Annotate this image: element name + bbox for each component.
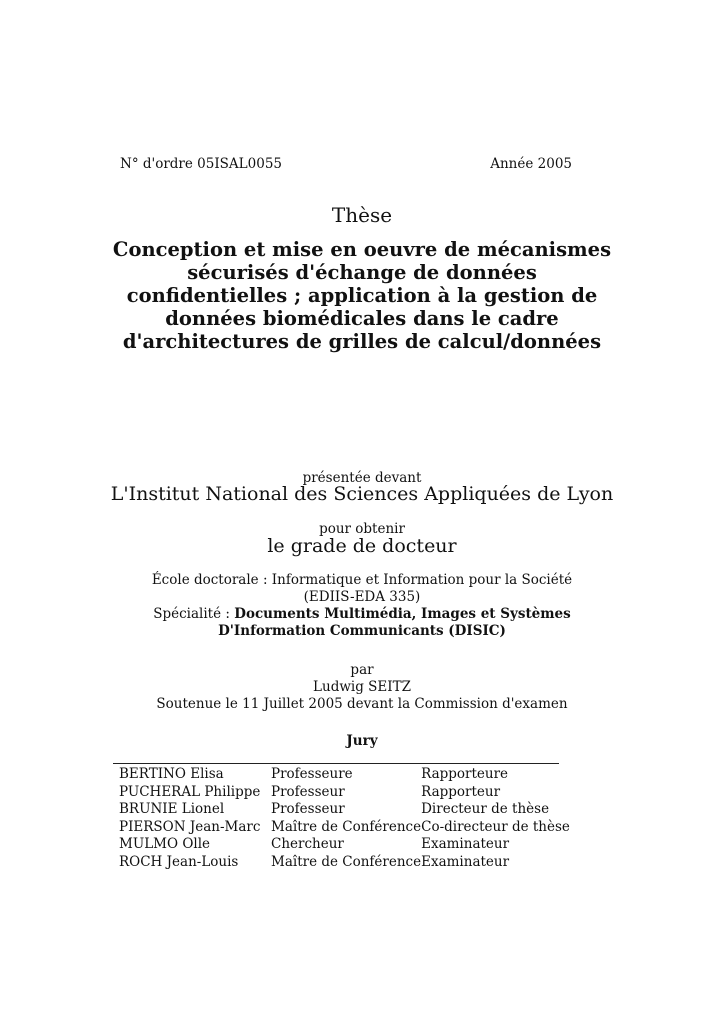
- jury-title: Maître de Conférence: [271, 853, 422, 870]
- title-line: données biomédicales dans le cadre: [165, 307, 559, 330]
- specialite-label: Spécialité :: [153, 606, 235, 622]
- jury-heading: Jury: [346, 733, 378, 749]
- document-type: Thèse: [331, 203, 393, 227]
- degree: le grade de docteur: [267, 535, 457, 557]
- jury-role: Examinateur: [421, 836, 510, 852]
- title-line: sécurisés d'échange de données: [187, 261, 537, 284]
- jury-name: ROCH Jean-Louis: [119, 853, 239, 870]
- jury-name: MULMO Olle: [119, 836, 211, 852]
- title-line: confidentielles ; application à la gestion de: [126, 284, 598, 307]
- jury-table: [119, 766, 570, 871]
- table-row: [119, 784, 570, 802]
- jury-role: Examinateur: [421, 853, 510, 870]
- institution-name: L'Institut National des Sciences Appliquées de Lyon: [110, 483, 614, 505]
- jury-name: PIERSON Jean-Marc: [119, 818, 261, 835]
- ecole-line: École doctorale : Informatique et Information pour la Société: [151, 572, 573, 588]
- jury-title: Professeur: [271, 801, 345, 817]
- table-row: [119, 801, 570, 819]
- author-block: [0, 662, 724, 713]
- jury-role: Co-directeur de thèse: [421, 818, 570, 835]
- jury-name: BERTINO Elisa: [119, 766, 224, 782]
- defense-date: Soutenue le 11 Juillet 2005 devant la Commission d'examen: [156, 696, 568, 712]
- thesis-title: [0, 238, 724, 353]
- title-line: d'architectures de grilles de calcul/données: [122, 330, 602, 353]
- pour-obtenir: pour obtenir: [319, 521, 405, 537]
- specialite-value-cont: D'Information Communicants (DISIC): [218, 623, 506, 639]
- ecole-code: (EDIIS-EDA 335): [303, 589, 421, 605]
- specialite: [0, 606, 724, 623]
- jury-name: PUCHERAL Philippe: [119, 783, 261, 800]
- jury-role: Rapporteure: [421, 766, 509, 782]
- par-label: par: [350, 662, 374, 678]
- jury-role: Directeur de thèse: [421, 801, 550, 817]
- jury-title: Chercheur: [271, 836, 344, 852]
- presentee-devant: présentée devant: [302, 470, 422, 486]
- ordre-number: N° d'ordre 05ISAL0055: [120, 156, 282, 172]
- table-row: [119, 766, 570, 784]
- year: Année 2005: [490, 156, 572, 172]
- specialite-value: Documents Multimédia, Images et Systèmes: [234, 606, 571, 622]
- author-name: Ludwig SEITZ: [313, 679, 411, 695]
- table-row: [119, 854, 570, 872]
- jury-name: BRUNIE Lionel: [119, 801, 225, 817]
- table-row: [119, 836, 570, 854]
- jury-title: Professeur: [271, 783, 345, 800]
- title-line: Conception et mise en oeuvre de mécanismes: [112, 238, 612, 261]
- jury-rule: [113, 763, 559, 764]
- jury-title: Professeure: [271, 766, 353, 782]
- doctoral-school: [0, 572, 724, 640]
- jury-role: Rapporteur: [421, 783, 501, 800]
- table-row: [119, 819, 570, 837]
- jury-title: Maître de Conférence: [271, 818, 422, 835]
